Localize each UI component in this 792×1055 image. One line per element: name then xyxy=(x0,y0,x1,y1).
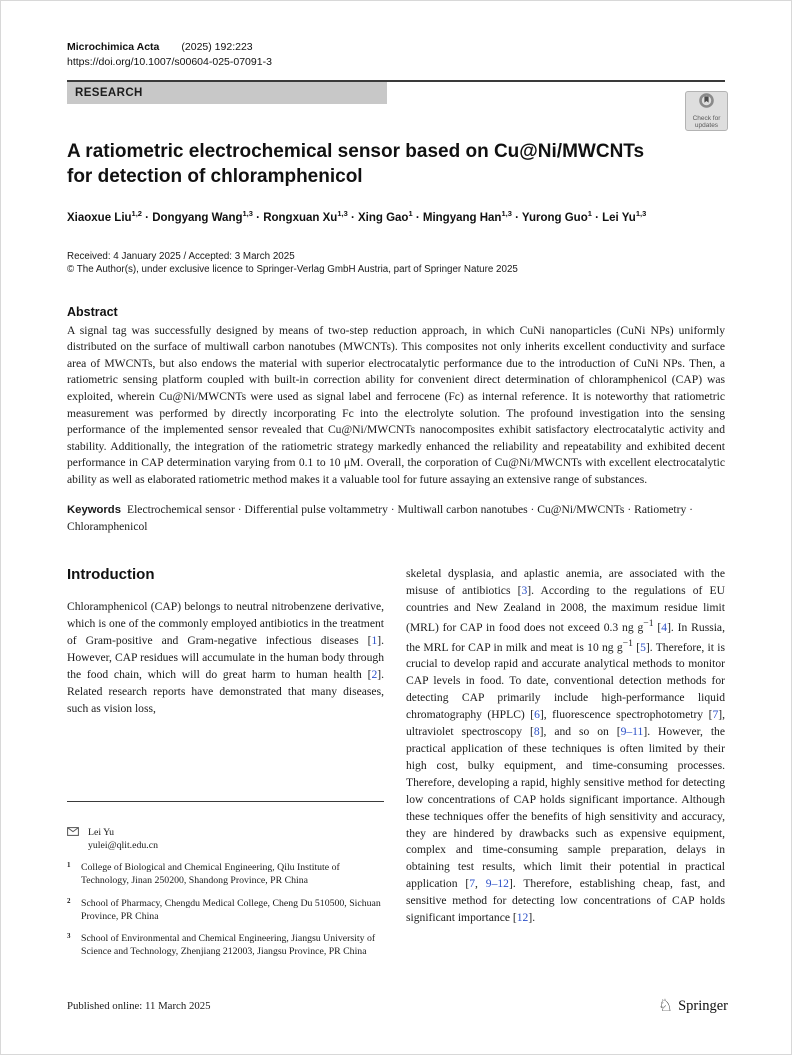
author-separator: · xyxy=(511,212,522,225)
crossmark-icon xyxy=(699,93,714,113)
received-accepted: Received: 4 January 2025 / Accepted: 3 March 2025 xyxy=(67,251,295,263)
abstract-heading: Abstract xyxy=(67,304,118,319)
author-separator: · xyxy=(141,212,153,225)
copyright-line: © The Author(s), under exclusive licence to Springer-Verlag GmbH Austria, part of Springer Nature 2025 xyxy=(67,264,518,276)
springer-wordmark: Springer xyxy=(678,997,728,1014)
author: Rongxuan Xu$^{1,3}$ xyxy=(263,209,348,225)
journal-header xyxy=(67,41,725,53)
keywords-text: Electrochemical sensor · Differential pulse voltammetry · Multiwall carbon nanotubes · Cu@Ni/MWCNTs · Ratiometry · Chloramphenicol xyxy=(67,503,694,534)
author: Dongyang Wang$^{1,3}$ xyxy=(152,209,253,225)
author: Xiaoxue Liu$^{1,2}$ xyxy=(67,209,142,225)
keywords-label: Keywords xyxy=(67,504,121,517)
column-spacer xyxy=(67,717,384,801)
correspondence xyxy=(67,826,384,852)
journal-name: Microchimica Acta xyxy=(67,41,160,53)
citation-link[interactable]: 9–12 xyxy=(485,877,509,891)
author: Xing Gao$^1$ xyxy=(357,209,413,225)
author: Lei Yu$^{1,3}$ xyxy=(602,209,647,225)
author-separator: · xyxy=(252,212,264,225)
section-heading-introduction: Introduction xyxy=(67,566,155,584)
affiliation: 3 School of Environmental and Chemical Engineering, Jiangsu University of Science and Technology, Zhenjiang 212003, Jiangsu Province, PR China xyxy=(67,931,376,957)
check-for-updates-badge[interactable] xyxy=(685,91,728,131)
author: Yurong Guo$^1$ xyxy=(521,209,592,225)
right-column xyxy=(406,566,725,958)
author-separator: · xyxy=(591,212,603,225)
corresponding-author-email[interactable]: yulei@qlit.edu.cn xyxy=(88,840,158,852)
springer-logo xyxy=(658,996,728,1016)
citation-link[interactable]: 12 xyxy=(516,911,529,925)
affiliation: 1 College of Biological and Chemical Engineering, Qilu Institute of Technology, Jinan 250200, Shandong Province, PR China xyxy=(67,861,340,887)
corresponding-author-name: Lei Yu xyxy=(88,827,115,839)
page-footer xyxy=(67,996,728,1016)
left-column xyxy=(67,566,384,958)
citation-link[interactable]: 7 xyxy=(469,877,476,891)
body-columns xyxy=(67,566,725,958)
springer-horse-icon: ♘ xyxy=(657,996,674,1015)
author: Mingyang Han$^{1,3}$ xyxy=(422,209,512,225)
journal-issue: (2025) 192:223 xyxy=(181,41,253,53)
citation-link[interactable]: 3 xyxy=(521,583,528,597)
citation-link[interactable]: 8 xyxy=(533,725,540,739)
affiliation: 2 School of Pharmacy, Chengdu Medical College, Cheng Du 510500, Sichuan Province, PR China xyxy=(67,896,381,922)
footnote-block xyxy=(67,801,384,958)
keywords-line xyxy=(67,502,725,536)
check-updates-label: Check for updates xyxy=(692,114,721,129)
published-online: Published online: 11 March 2025 xyxy=(67,1000,211,1012)
citation-link[interactable]: 9–11 xyxy=(620,725,644,739)
intro-paragraph-left: Chloramphenicol (CAP) belongs to neutral nitrobenzene derivative, which is one of the commonly employed antibiotics in the treatment of Gram-positive and Gram-negative infectious diseases [1]. However, CAP residues will accumulate in the human body through the food chain, which will do great harm to human health [2]. Related research reports have demonstrated that many diseases, such as vision loss, xyxy=(67,600,384,715)
citation-link[interactable]: 1 xyxy=(371,633,378,647)
author-list xyxy=(67,209,725,224)
article-type-banner: RESEARCH xyxy=(67,82,387,104)
article-dates xyxy=(67,250,725,276)
article-title: A ratiometric electrochemical sensor based on Cu@Ni/MWCNTs for detection of chloramphenicol xyxy=(67,141,645,187)
citation-link[interactable]: 2 xyxy=(371,667,378,681)
intro-paragraph-right: skeletal dysplasia, and aplastic anemia, are associated with the misuse of antibiotics [3]. According to the regulations of EU countries and New Zealand in 2008, the maximum residue limit (MRL) for CAP in food does not exceed 0.3 ng $g^{-1}$ [4]. In Russia, the MRL for CAP in milk and meat is 10 ng $g^{-1}$ [5]. Therefore, it is crucial to develop rapid and accurate analytical methods to monitor CAP levels in food. To date, conventional detection methods for detecting CAP primarily include high-performance liquid chromatography (HPLC) [6], fluorescence spectrophotometry [7], ultraviolet spectroscopy [8], and so on [9–11]. However, the practical application of these techniques is often limited by their high cost, bulky equipment, and time-consuming processes. Therefore, developing a rapid, highly sensitive method for detecting low concentrations of CAP holds significant importance. Although these techniques offer the benefits of high sensitivity and accuracy, they are hindered by drawbacks such as expensive equipment, complex and time-consuming sample preparation, delays in obtaining test results, which limit their potential in practical application [7, 9–12]. Therefore, establishing cheap, fast, and sensitive method for detecting low concentrations of CAP holds significant importance [12]. xyxy=(406,567,725,925)
citation-link[interactable]: 4 xyxy=(661,620,668,634)
citation-link[interactable]: 5 xyxy=(640,640,646,654)
author-separator: · xyxy=(412,212,423,225)
doi-link[interactable]: https://doi.org/10.1007/s00604-025-07091-3 xyxy=(67,56,272,68)
abstract-text: A signal tag was successfully designed by means of two-step reduction approach, in which CuNi nanoparticles (CuNi NPs) uniformly distributed on the surface of multiwall carbon nanotubes (MWCNTs). This composites not only inherits excellent conductivity and surface area of MWCNTs, but also endows the material with superior electrocatalytic performance due to the introduction of CuNi NPs. Then, a ratiometric sensing platform coupled with built-in correction ability for convenient direct determination of chloramphenicol (CAP) was exploited, wherein Cu@Ni/MWCNTs were used as signal label and ferrocene (Fc) as internal reference. It is noteworthy that ratiometric measurement was performed by directly incorporating Fc into the electrolyte solution. The profound investigation into the sensing performance of the implemented sensor revealed that Cu@Ni/MWCNTs nanocomposites exhibit satisfactory electrocatalytic activity and stability. Additionally, the integration of the ratiometric strategy markedly enhanced the reliability and repeatability and exhibited decent performance in CAP determination varying from 0.1 to 10 μM. Overall, the corporation of Cu@Ni/MWCNTs with excellent electrocatalytic ability as well as elaborated ratiometric method makes it a valuable tool for future assaying an extensive range of substances. xyxy=(67,323,725,486)
envelope-icon xyxy=(67,827,79,852)
affiliation-list xyxy=(67,861,384,958)
banner-rule xyxy=(67,80,725,104)
author-separator: · xyxy=(347,212,358,225)
citation-link[interactable]: 7 xyxy=(712,708,719,722)
citation-link[interactable]: 6 xyxy=(534,708,540,722)
